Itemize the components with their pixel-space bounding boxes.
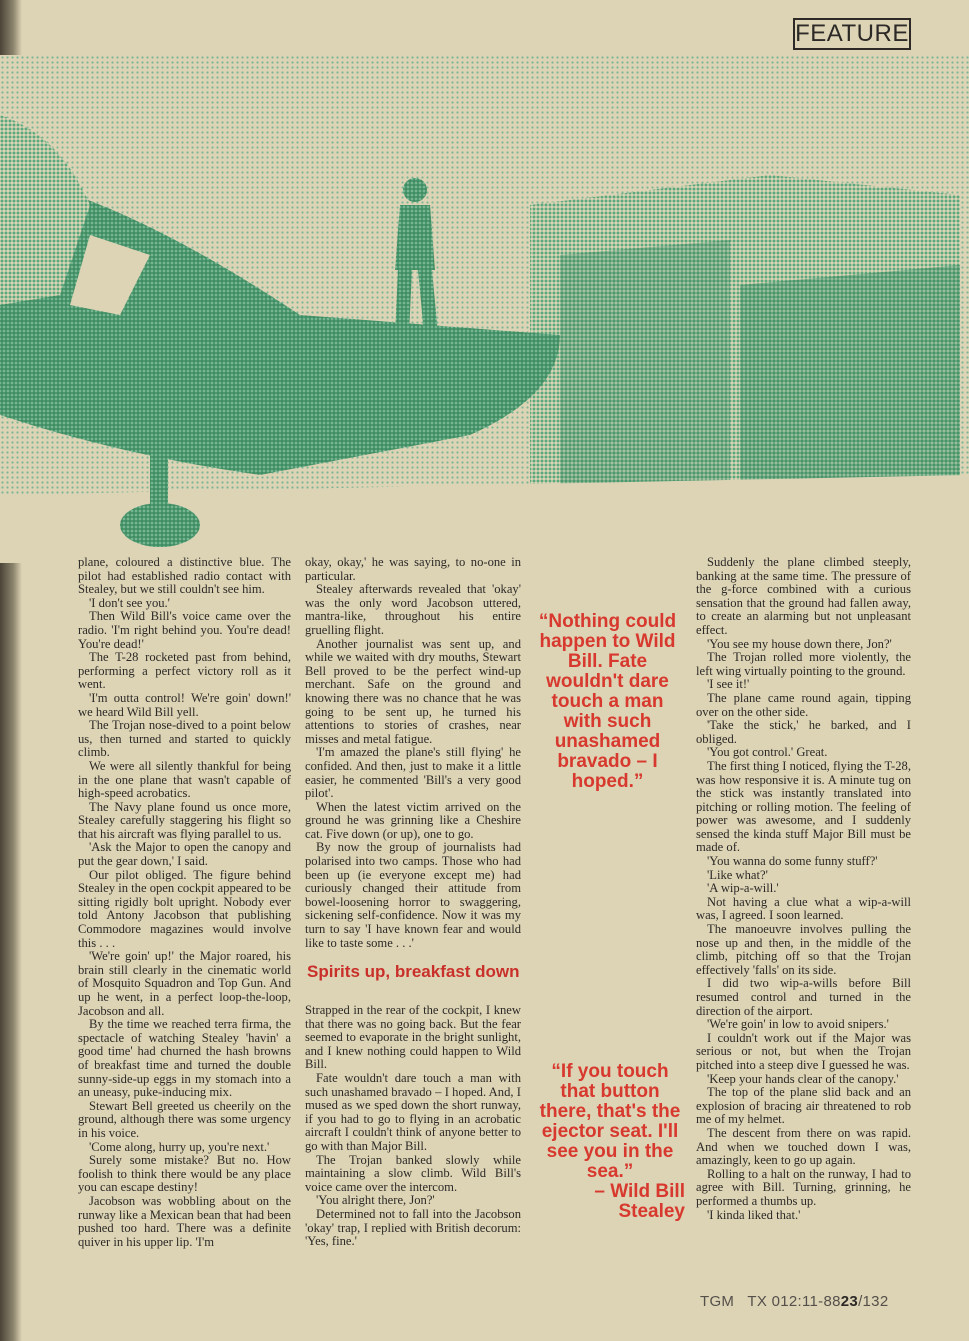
article-column-2-continued	[305, 1004, 521, 1249]
paragraph: 'I don't see you.'	[89, 595, 170, 610]
paragraph: 'You wanna do some funny stuff?'	[707, 854, 878, 869]
paragraph: Stewart Bell greeted us cheerily on the ground, although there was some urgency in his voice.	[78, 1098, 291, 1140]
section-tag: FEATURE	[793, 18, 911, 50]
paragraph: I did two wip-a-wills before Bill resumed control and turned in the direction of the airport.	[696, 976, 911, 1018]
paragraph: 'You see my house down there, Jon?'	[707, 636, 892, 651]
paragraph: 'I see it!'	[707, 677, 750, 692]
paragraph: 'I'm outta control! We're goin' down!' we heard Wild Bill yell.	[78, 690, 291, 719]
paragraph: Strapped in the rear of the cockpit, I knew that there was no going back. But the fear seemed to evaporate in the bright sunlight, and I knew nothing could happen to Wild Bill.	[305, 1003, 521, 1072]
article-subhead: Spirits up, breakfast down	[307, 962, 520, 981]
plane-photo	[0, 55, 969, 563]
paragraph: plane, coloured a distinctive blue. The pilot had established radio contact with Stealey, but we still couldn't see him.	[78, 555, 291, 597]
paragraph: 'You got control.' Great.	[707, 745, 828, 760]
paragraph: 'Ask the Major to open the canopy and put the gear down,' I said.	[78, 840, 291, 869]
paragraph: The T-28 rocketed past from behind, performing a perfect victory roll as it went.	[78, 650, 291, 692]
paragraph: 'I kinda liked that.'	[707, 1207, 801, 1222]
paragraph: Jacobson was wobbling about on the runway like a Mexican bean that had been pushed too hard. There was a definite quiver in his upper lip. 'I'm	[78, 1193, 291, 1249]
paragraph: Surely some mistake? But no. How foolish to think there would be any place you can escape destiny!	[78, 1153, 291, 1195]
footer-page-number: 23	[840, 1293, 859, 1310]
page-footer	[700, 1293, 930, 1310]
paragraph: Another journalist was sent up, and while we waited with dry mouths, Stewart Bell proved to be the perfect wind-up merchant. Safe on the ground and knowing there was no chance that he was going to be sent up, he turned his attentions to stories of crashes, near misses and metal fatigue.	[305, 636, 521, 746]
paragraph: The plane came round again, tipping over on the other side.	[696, 690, 911, 719]
paragraph: 'I'm amazed the plane's still flying' he confided. And then, just to make it a little easier, he commented 'Bill's a very good pilot'.	[305, 745, 521, 801]
paragraph: The first thing I noticed, flying the T-28, was how responsive it is. A minute tug on the stick was instantly translated into pitching or rolling motion. The feeling of power was awesome, and I suddenly sensed the kinda stuff Major Bill must be made of.	[696, 758, 911, 855]
paragraph: By the time we reached terra firma, the spectacle of watching Stealey 'havin' a good time' had churned the hash browns of breakfast time and turned the double sunny-side-up eggs in my stomach into a an uneasy, puke-inducing mix.	[78, 1017, 291, 1100]
paragraph: Our pilot obliged. The figure behind Stealey in the open cockpit appeared to be sitting rigidly bolt upright. Nobody ever told Antony Jacobson that publishing Commodore magazines would involve this . . .	[78, 867, 291, 950]
paragraph: The Trojan banked slowly while maintaining a slow climb. Wild Bill's voice came over the intercom.	[305, 1152, 521, 1194]
footer-publication: TGM	[700, 1293, 735, 1310]
paragraph: Determined not to fall into the Jacobson 'okay' trap, I replied with British decorum: 'Yes, fine.'	[305, 1206, 521, 1249]
article-column-2	[305, 556, 521, 950]
paragraph: 'You alright there, Jon?'	[316, 1193, 435, 1208]
paragraph: okay, okay,' he was saying, to no-one in particular.	[305, 555, 521, 583]
paragraph: 'Keep your hands clear of the canopy.'	[707, 1071, 899, 1086]
paragraph: We were all silently thankful for being in the one plane that wasn't capable of high-speed acrobatics.	[78, 758, 291, 801]
paragraph: I couldn't work out if the Major was serious or not, but when the Trojan pitched into a steep dive I guessed he was.	[696, 1030, 911, 1072]
paragraph: The manoeuvre involves pulling the nose up and then, in the middle of the climb, pitching off so that the Trojan effectively 'falls' on its side.	[696, 922, 911, 977]
article-column-3	[696, 556, 911, 1222]
paragraph: Then Wild Bill's voice came over the radio. 'I'm right behind you. You're dead! You're dead!'	[78, 609, 291, 651]
paragraph: Rolling to a halt on the runway, I had to agree with Bill. Turning, grinning, he performed a thumbs up.	[696, 1166, 911, 1208]
pull-quote-1: “Nothing could happen to Wild Bill. Fate wouldn't dare touch a man with such unashamed bravado – I hoped.”	[538, 611, 677, 792]
paragraph: The Trojan nose-dived to a point below us, then turned and started to quickly climb.	[78, 718, 291, 760]
paragraph: 'We're goin' up!' the Major roared, his brain still clearly in the cinematic world of Mosquito Squadron and Top Gun. And up he went, in a perfect loop-the-loop, Jacobson and all.	[78, 949, 291, 1018]
pull-quote-attribution: – Wild Bill Stealey	[594, 1181, 685, 1222]
footer-page-total: /132	[858, 1293, 889, 1310]
paragraph: 'Take the stick,' he barked, and I obliged.	[696, 718, 911, 746]
paragraph: Stealey afterwards revealed that 'okay' was the only word Jacobson uttered, mantra-like, throughout his entire gruelling flight.	[305, 582, 521, 637]
footer-issue-code: TX 012:11-88	[747, 1293, 841, 1310]
pull-quote-2	[535, 1062, 685, 1222]
paragraph: 'We're goin' in low to avoid snipers.'	[707, 1017, 889, 1032]
article-column-1	[78, 556, 291, 1249]
paragraph: The Navy plane found us once more, Stealey carefully staggering his flight so that his aircraft was flying parallel to us.	[78, 799, 291, 841]
plane-photo-illustration	[0, 55, 969, 563]
paragraph: Not having a clue what a wip-a-will was, I agreed. I soon learned.	[696, 894, 911, 923]
paragraph: 'A wip-a-will.'	[707, 881, 779, 896]
paragraph: 'Like what?'	[707, 867, 768, 882]
paragraph: Fate wouldn't dare touch a man with such unashamed bravado – I hoped. And, I mused as we sped down the short runway, if you had to go to flying in an acrobatic aircraft I couldn't think of anyone better to go with than Major Bill.	[305, 1070, 521, 1153]
pull-quote-text: “If you touch that button there, that's the ejector seat. I'll see you in the sea.”	[539, 1061, 681, 1182]
paragraph: The descent from there on was rapid. And when we touched down I was, amazingly, keen to go up again.	[696, 1125, 911, 1168]
paragraph: 'Come along, hurry up, you're next.'	[89, 1139, 270, 1154]
paragraph: The top of the plane slid back and an explosion of bracing air threatened to rob me of my helmet.	[696, 1085, 911, 1127]
paragraph: The Trojan rolled more violently, the left wing virtually pointing to the ground.	[696, 650, 911, 678]
paragraph: By now the group of journalists had polarised into two camps. Those who had been up (ie everyone except me) had curiously changed their attitude from bowel-loosening horror to swaggering, sickening self-confidence. Now it was my turn to say 'I have known fear and would like to taste some . . .'	[305, 840, 521, 950]
paragraph: When the latest victim arrived on the ground he was grinning like a Cheshire cat. Five down (or up), one to go.	[305, 799, 521, 841]
paragraph: Suddenly the plane climbed steeply, banking at the same time. The pressure of the g-force combined with a curious sensation that the ground had fallen away, to create an alarming but not unpleasant effect.	[696, 555, 911, 637]
